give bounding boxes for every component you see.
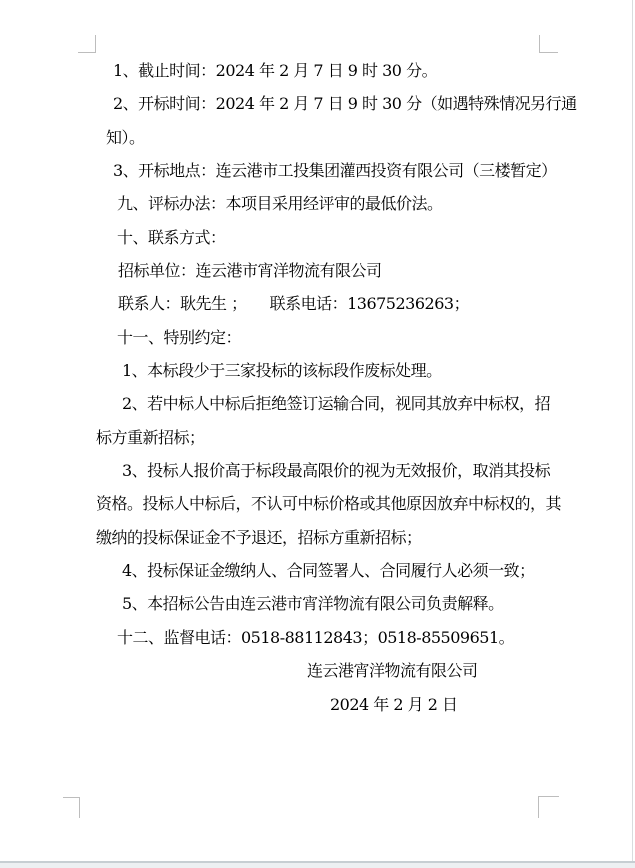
text-line-bid-opening-time-wrap: 知）。 xyxy=(106,128,145,147)
text-line-deadline-time: 1、截止时间：2024 年 2 月 7 日 9 时 30 分。 xyxy=(113,61,438,80)
margin-mark-bottom-right-icon xyxy=(538,796,559,818)
margin-mark-bottom-left-icon xyxy=(63,797,80,818)
text-line-bid-opening-time: 2、开标时间：2024 年 2 月 7 日 9 时 30 分（如遇特殊情况另行通 xyxy=(113,94,577,113)
margin-mark-top-right-icon xyxy=(539,35,558,53)
outside-page-background xyxy=(0,863,635,868)
text-line-term-3: 3、投标人报价高于标段最高限价的视为无效报价，取消其投标 xyxy=(122,461,551,480)
text-line-term-1: 1、本标段少于三家投标的该标段作废标处理。 xyxy=(122,361,442,380)
text-line-term-5: 5、本招标公告由连云港市宵洋物流有限公司负责解释。 xyxy=(122,594,504,613)
text-line-contact-person-phone: 联系人：耿先生 ； 联系电话：13675236263； xyxy=(118,294,470,313)
text-line-evaluation-method: 九、评标办法：本项目采用经评审的最低价法。 xyxy=(117,194,443,213)
text-line-term-2: 2、若中标人中标后拒绝签订运输合同，视同其放弃中标权，招 xyxy=(122,394,551,413)
margin-mark-top-left-icon xyxy=(78,35,96,53)
page-right-edge xyxy=(632,0,633,862)
text-line-signature-date: 2024 年 2 月 2 日 xyxy=(330,695,458,714)
text-line-bid-opening-place: 3、开标地点：连云港市工投集团灌西投资有限公司（三楼暂定） xyxy=(113,161,557,180)
text-line-term-3-wrap-2: 缴纳的投标保证金不予退还，招标方重新招标； xyxy=(96,528,422,547)
text-line-term-4: 4、投标保证金缴纳人、合同签署人、合同履行人必须一致； xyxy=(122,561,535,580)
text-line-term-3-wrap-1: 资格。投标人中标后，不认可中标价格或其他原因放弃中标权的，其 xyxy=(96,494,562,513)
text-line-special-terms-heading: 十一、特别约定： xyxy=(117,328,242,347)
text-line-supervision-phone: 十二、监督电话：0518-88112843；0518-85509651。 xyxy=(117,628,515,647)
text-line-signature-company: 连云港宵洋物流有限公司 xyxy=(307,661,478,680)
text-line-contact-heading: 十、联系方式： xyxy=(117,228,226,247)
text-line-term-2-wrap: 标方重新招标； xyxy=(96,428,205,447)
text-line-tender-unit: 招标单位：连云港市宵洋物流有限公司 xyxy=(118,261,382,280)
